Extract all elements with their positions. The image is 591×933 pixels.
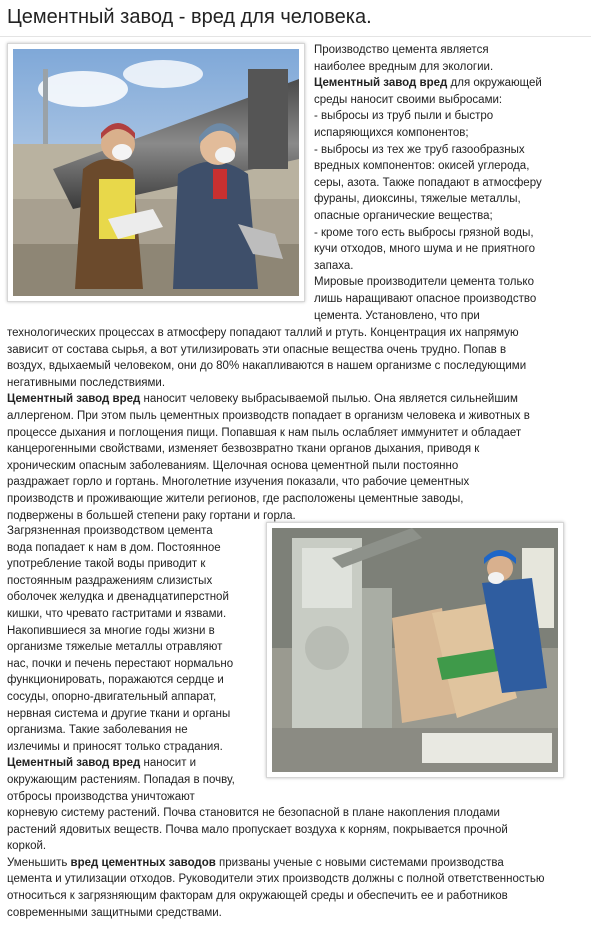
photo-workers-in-masks-icon [13,49,299,296]
text-run: призваны ученые с новыми системами производства [215,856,504,869]
text-line [314,191,521,207]
text-run: излечимы и приносят только страдания. [7,740,223,753]
text-line [7,606,226,622]
text-line [7,822,508,838]
text-run: - выбросы из труб пыли и быстро [314,110,494,123]
text-line [7,358,526,374]
text-run: производств и проживающие жители регионов, где расположены цементные заводы, [7,493,464,505]
text-run: зависит от состава сырья, а вот утилизировать эти опасные вещества очень трудно. Попав в [7,343,507,356]
text-line [7,789,195,805]
text-line [7,540,221,556]
bagging-photo [266,522,564,778]
text-run: воздух, вдыхаемый человеком, они до 80% накапливаются в нашем организме с последующими [7,360,527,373]
text-line [7,589,229,605]
text-line [314,108,493,124]
text-run: оболочек желудка и двенадцатиперстной [7,591,229,604]
text-run: Уменьшить [7,856,71,869]
text-line [314,42,489,58]
text-line [7,375,165,391]
text-run: отбросы производства уничтожают [7,790,195,803]
page-title: Цементный завод - вред для человека. [7,6,372,28]
text-run: организма. Такие заболевания не [7,724,188,737]
text-run: организме тяжелые металлы отравляют [7,641,223,654]
text-line [314,92,502,108]
title-divider [0,36,591,37]
text-line [7,458,458,474]
text-line [7,391,518,407]
text-line [7,888,508,904]
text-run: кишки, что чревато гастритами и язвами. [7,608,227,620]
text-line [7,441,479,457]
text-line [314,125,469,141]
text-line [7,689,216,705]
text-line [7,474,469,490]
text-line [314,175,542,191]
text-line [7,871,544,887]
text-line [7,656,233,672]
text-run: функционировать, поражаются сердце и [7,674,224,687]
text-run: среды наносит своими выбросами: [314,93,503,106]
text-run: окружающим растениям. Попадая в почву, [7,774,235,786]
text-run: фураны, диоксины, тяжелые металлы, [314,193,521,206]
text-line [7,905,222,921]
text-line [7,639,222,655]
text-run: аллергеном. При этом пыль цементных производств попадает в организм человека и животных в [7,410,530,422]
text-run: корневую систему растений. Почва становится не безопасной в плане накопления плодами [7,807,500,819]
text-line [314,59,493,75]
text-run: негативными последствиями. [7,376,166,389]
text-run: нервная система и другие ткани и органы [7,707,231,720]
text-line [314,241,535,257]
text-run: Производство цемента является [314,44,489,56]
text-run: процессе дыхания и поглощения пищи. Попавшая к нам пыль ослабляет иммунитет и обладает [7,426,522,439]
text-line [7,739,223,755]
text-run: относиться к загрязняющим факторам для окружающей среды и обеспечить ее и работников [7,890,508,902]
text-line [314,308,480,324]
text-run: - выбросы из тех же труб газообразных [314,143,525,156]
text-run: растений ядовитых веществ. Почва мало пропускает воздуха к корням, покрывается прочной [7,823,508,836]
bold-keyword: Цементный завод вред [7,757,141,770]
text-run: наносит и [140,757,197,770]
text-line [314,291,536,307]
text-run: коркой. [7,840,47,853]
text-run: подвержены в большей степени раку гортани и горла. [7,509,296,522]
text-line [7,722,188,738]
text-line [7,325,519,341]
text-run: хроническим опасным заболеваниям. Щелочная основа цементной пыли постоянно [7,459,459,472]
text-run: канцерогенными свойствами, изменяет безвозвратно ткани органов дыхания, приводя к [7,443,480,456]
text-line [7,523,213,539]
text-run: Загрязненная производством цемента [7,525,213,537]
text-run: Накопившиеся за многие годы жизни в [7,624,215,637]
text-line [7,706,230,722]
text-run: запаха. [314,259,354,272]
text-line [314,142,525,158]
text-run: лишь наращивают опасное производство [314,293,537,305]
text-run: наиболее вредным для экологии. [314,60,494,73]
text-run: вода попадает к нам в дом. Постоянное [7,541,221,554]
text-line [7,556,205,572]
bold-keyword: Цементный завод вред [7,393,141,406]
text-line [7,573,212,589]
text-run: цемента и утилизации отходов. Руководители этих производств должны с полной ответственностью [7,873,545,886]
text-run: для окружающей [447,77,542,90]
text-run: нас, почки и печень перестают нормально [7,657,234,670]
text-line [7,623,215,639]
bold-keyword: Цементный завод вред [314,77,448,90]
text-line [314,225,534,241]
text-line [7,672,224,688]
text-run: сосуды, опорно-двигательный аппарат, [7,691,217,703]
text-run: - кроме того есть выбросы грязной воды, [314,226,534,239]
workers-photo [7,43,305,302]
text-line [7,805,500,821]
text-run: наносит человеку выбрасываемой пылью. Она является сильнейшим [140,393,518,406]
text-line [314,208,493,224]
text-run: раздражает горло и гортань. Многолетние изучения показали, что рабочие цементных [7,476,470,489]
bold-keyword: вред цементных заводов [70,856,216,869]
text-line [314,274,534,290]
text-line [7,508,296,524]
text-line [314,158,529,174]
text-run: Мировые производители цемента только [314,276,534,289]
text-line [7,425,521,441]
text-line [7,491,463,507]
text-line [7,772,235,788]
text-run: цемента. Установлено, что при [314,309,480,322]
text-line [7,408,530,424]
text-line [314,258,354,274]
text-run: опасные органические вещества; [314,210,493,222]
text-run: испаряющихся компонентов; [314,127,469,139]
text-run: современными защитными средствами. [7,906,222,919]
text-line [7,855,504,871]
text-run: употребление такой воды приводит к [7,558,206,571]
text-run: постоянным раздражениям слизистых [7,574,213,587]
text-run: вредных компонентов: окисей углерода, [314,160,530,173]
text-line [7,342,506,358]
text-line [314,75,542,91]
text-run: технологических процессах в атмосферу попадают таллий и ртуть. Концентрация их напрямую [7,327,519,339]
text-run: серы, азота. Также попадают в атмосферу [314,176,542,189]
text-run: кучи отходов, много шума и не приятного [314,243,536,256]
text-line [7,838,46,854]
photo-worker-bagging-cement-icon [272,528,558,772]
text-line [7,755,196,771]
